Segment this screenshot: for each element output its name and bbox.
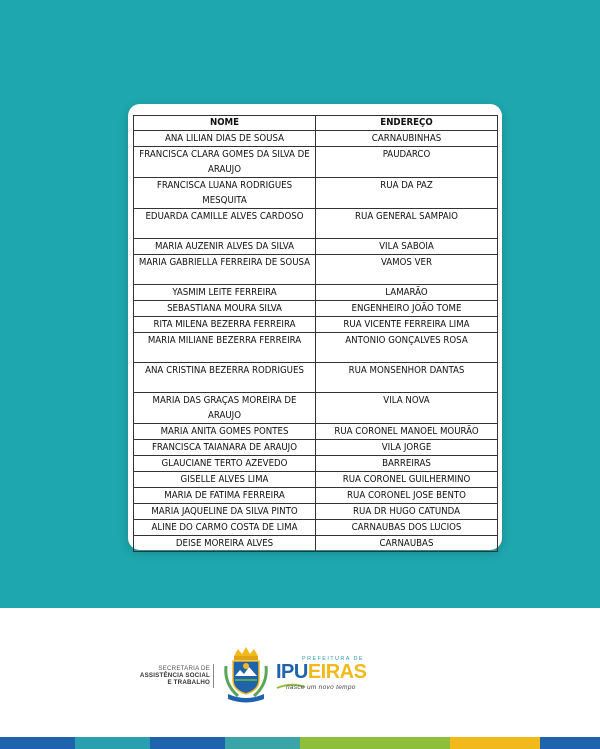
table-row [134, 440, 498, 456]
table-row [134, 317, 498, 333]
cell-name: FRANCISCA LUANA RODRIGUES MESQUITA [134, 178, 316, 209]
cell-name: MARIA MILIANE BEZERRA FERREIRA [134, 333, 316, 363]
table-row [134, 239, 498, 255]
cell-address: VILA SABOIA [316, 239, 498, 255]
stripe [75, 737, 150, 749]
prefeitura-name [276, 661, 366, 684]
cell-name: ANA CRISTINA BEZERRA RODRIGUES [134, 363, 316, 393]
cell-address: VILA NOVA [316, 393, 498, 424]
table-row [134, 393, 498, 424]
cell-address: VAMOS VER [316, 255, 498, 285]
cell-address: BARREIRAS [316, 456, 498, 472]
prefeitura-label: PREFEITURA DE [302, 656, 364, 662]
cell-address: RUA MONSENHOR DANTAS [316, 363, 498, 393]
cell-address: PAUDARCO [316, 147, 498, 178]
cell-address: ENGENHEIRO JOÃO TOME [316, 301, 498, 317]
cell-name: GLAUCIANE TERTO AZEVEDO [134, 456, 316, 472]
table-header-row [134, 116, 498, 131]
table-row [134, 147, 498, 178]
cell-address: CARNAUBAS [316, 536, 498, 552]
column-header-name: NOME [134, 116, 316, 131]
stripe [225, 737, 300, 749]
cell-address: VILA JORGE [316, 440, 498, 456]
cell-name: ALINE DO CARMO COSTA DE LIMA [134, 520, 316, 536]
table-row [134, 363, 498, 393]
secretaria-line2: ASSISTÊNCIA SOCIAL [139, 672, 210, 679]
cell-address: LAMARÃO [316, 285, 498, 301]
cell-name: MARIA DE FATIMA FERREIRA [134, 488, 316, 504]
secretaria-line1: SECRETARIA DE [158, 665, 210, 672]
logo-divider [213, 664, 214, 688]
cell-name: ANA LILIAN DIAS DE SOUSA [134, 131, 316, 147]
table-row [134, 255, 498, 285]
table-row [134, 536, 498, 552]
cell-address: CARNAUBINHAS [316, 131, 498, 147]
table-row [134, 520, 498, 536]
prefeitura-name-part1: IPU [276, 661, 308, 683]
cell-address: RUA CORONEL GUILHERMINO [316, 472, 498, 488]
table-row [134, 504, 498, 520]
cell-address: ANTONIO GONÇALVES ROSA [316, 333, 498, 363]
cell-name: MARIA DAS GRAÇAS MOREIRA DE ARAUJO [134, 393, 316, 424]
table-row [134, 333, 498, 363]
table-row [134, 472, 498, 488]
secretaria-logo-text [130, 665, 210, 686]
table-row [134, 301, 498, 317]
stripe [0, 737, 75, 749]
secretaria-line3: E TRABALHO [167, 679, 210, 686]
cell-name: FRANCISCA TAIANARA DE ARAUJO [134, 440, 316, 456]
cell-name: YASMIM LEITE FERREIRA [134, 285, 316, 301]
coat-of-arms-icon [220, 646, 272, 704]
stripe [150, 737, 225, 749]
cell-name: GISELLE ALVES LIMA [134, 472, 316, 488]
table-row [134, 178, 498, 209]
cell-name: SEBASTIANA MOURA SILVA [134, 301, 316, 317]
table-row [134, 456, 498, 472]
cell-address: RUA CORONEL MANOEL MOURÃO [316, 424, 498, 440]
table-row [134, 209, 498, 239]
table-row [134, 488, 498, 504]
cell-address: RUA DR HUGO CATUNDA [316, 504, 498, 520]
cell-name: EDUARDA CAMILLE ALVES CARDOSO [134, 209, 316, 239]
table-row [134, 285, 498, 301]
stripe [450, 737, 540, 749]
cell-name: FRANCISCA CLARA GOMES DA SILVA DE ARAUJO [134, 147, 316, 178]
cell-name: DEISE MOREIRA ALVES [134, 536, 316, 552]
beneficiaries-table [133, 115, 498, 552]
stripe [540, 737, 600, 749]
cell-address: CARNAUBAS DOS LUCIOS [316, 520, 498, 536]
table-row [134, 131, 498, 147]
cell-name: RITA MILENA BEZERRA FERREIRA [134, 317, 316, 333]
cell-address: RUA DA PAZ [316, 178, 498, 209]
cell-address: RUA GENERAL SAMPAIO [316, 209, 498, 239]
cell-name: MARIA ANITA GOMES PONTES [134, 424, 316, 440]
cell-address: RUA VICENTE FERREIRA LIMA [316, 317, 498, 333]
prefeitura-name-part2: EIRAS [307, 661, 367, 683]
cell-name: MARIA AUZENIR ALVES DA SILVA [134, 239, 316, 255]
footer [0, 608, 600, 749]
stripe [300, 737, 450, 749]
color-stripes [0, 737, 600, 749]
list-card [128, 104, 502, 550]
cell-name: MARIA GABRIELLA FERREIRA DE SOUSA [134, 255, 316, 285]
cell-address: RUA CORONEL JOSE BENTO [316, 488, 498, 504]
table-row [134, 424, 498, 440]
prefeitura-slogan: nasce um novo tempo [286, 684, 356, 691]
column-header-address: ENDEREÇO [316, 116, 498, 131]
cell-name: MARIA JAQUELINE DA SILVA PINTO [134, 504, 316, 520]
